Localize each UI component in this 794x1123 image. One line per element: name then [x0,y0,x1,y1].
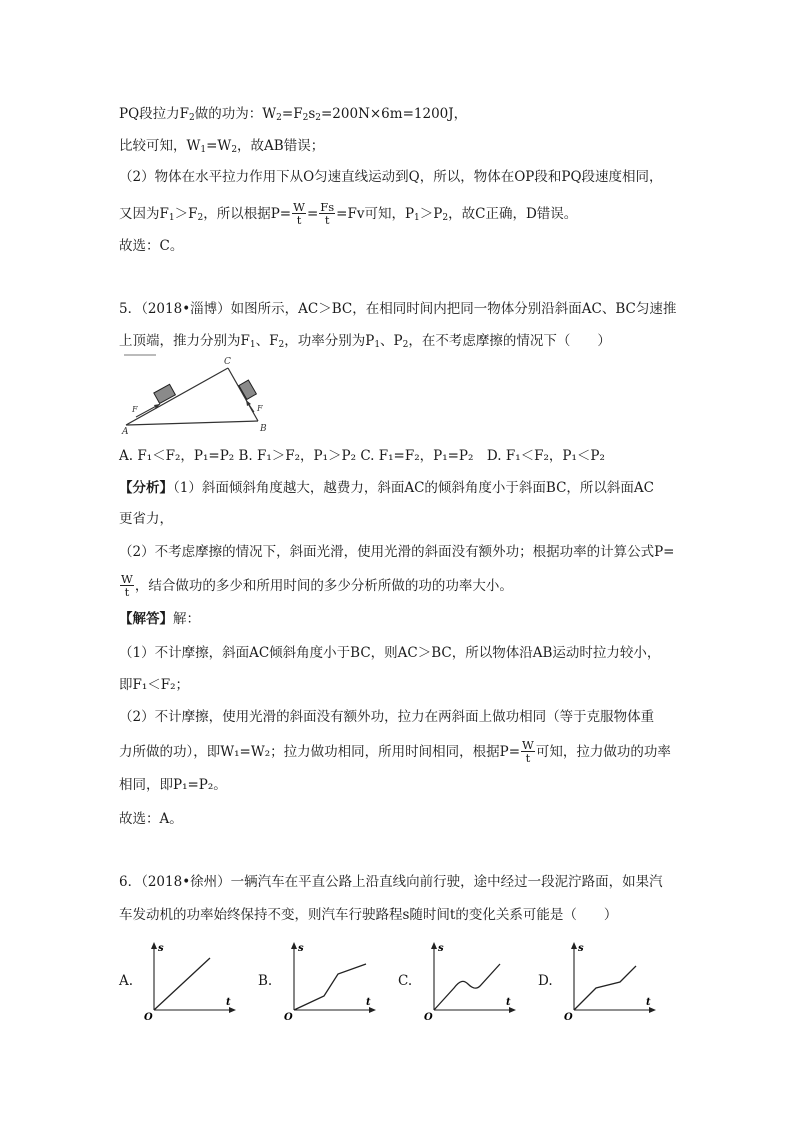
analysis-tag: 【分析】 [119,480,173,496]
text-seg: 解： [173,611,200,627]
sub: 2 [302,113,309,123]
sub: 2 [231,145,238,155]
prev-answer: 故选：C。 [119,238,184,254]
sub: 1 [249,340,256,350]
sub: 2 [402,340,409,350]
label-f1: F [132,405,138,414]
q5-solution-4 [119,740,671,765]
q6-graph-d [560,940,660,1022]
origin-label: O [284,1012,293,1022]
axis-label-s: s [438,943,444,954]
q5-options: A. F₁＜F₂，P₁=P₂ B. F₁＞F₂，P₁＞P₂ C. F₁=F₂，P₁=P₂ D. F₁＜F₂，P₁＜P₂ [119,448,605,464]
sub: 2 [315,113,321,123]
arrow-head-icon [246,400,251,406]
arrow-head-icon [151,942,157,949]
origin-label: O [144,1012,153,1022]
q6-option-b-label: B. [258,973,273,989]
text-seg: 做的功为：W [194,106,277,122]
q5-solution-1: （1）不计摩擦，斜面AC倾斜角度小于BC，则AC＞BC，所以物体沿AB运动时拉力较小， [119,645,661,661]
axis-label-s: s [578,943,584,954]
text-seg: 又因为F [119,206,169,222]
label-b: B [260,424,267,434]
prev-line-2 [119,136,324,156]
s-t-curve [434,964,500,1010]
sub: 2 [278,340,285,350]
text-seg: =200N×6m=1200J， [320,106,468,122]
text-seg: ＞F [174,206,198,222]
q6-stem-line-1: 6．（2018•徐州）一辆汽车在平直公路上沿直线向前行驶，途中经过一段泥泞路面，如果汽 [119,874,663,890]
text-seg: （1）斜面倾斜角度越大，越费力，斜面AC的倾斜角度小于斜面BC，所以斜面AC [173,480,654,496]
text-seg: PQ段拉力F [119,106,190,122]
q6-option-c-label: C. [398,973,413,989]
frac-num: Fs [320,200,335,214]
frac-den: t [296,213,302,227]
sub: 2 [442,213,449,223]
axis-label-s: s [158,943,164,954]
axis-label-t: t [506,997,511,1008]
frac-num: W [293,200,305,214]
q6-graph-c [420,940,520,1022]
label-f2: F [257,404,263,413]
sub: 2 [189,113,195,123]
s-t-curve [154,958,210,1010]
q6-stem-line-2: 车发动机的功率始终保持不变，则汽车行驶路程s随时间t的变化关系可能是（ ） [119,907,618,923]
origin-label: O [424,1012,433,1022]
frac-den: t [324,213,330,227]
q5-solution-3: （2）不计摩擦，使用光滑的斜面没有额外功，拉力在两斜面上做功相同（等于克服物体重 [119,709,655,725]
text-seg: ，所以根据P= [203,206,292,222]
arrow-head-icon [571,942,577,949]
block-on-ac [154,384,176,403]
text-seg: 可知，拉力做功的功率 [535,744,671,760]
sub: 1 [414,213,420,223]
fraction-w-over-t [120,573,134,598]
prev-line-3: （2）物体在水平拉力作用下从O匀速直线运动到Q，所以，物体在OP段和PQ段速度相同， [119,169,663,185]
text-seg: =W [206,138,232,154]
origin-label: O [564,1012,573,1022]
frac-den: t [124,585,130,599]
arrow-head-icon [291,942,297,949]
frac-num: W [522,738,534,752]
q5-analysis-4 [119,574,513,599]
text-seg: =F [281,106,303,122]
q5-solution-5: 相同，即P₁=P₂。 [119,777,227,793]
q6-graph-b [280,940,380,1022]
q6-graph-a [140,940,240,1022]
text-seg: ，功率分别为P [284,333,375,349]
q6-option-d-label: D. [538,973,553,989]
block-on-bc [239,380,257,399]
prev-line-1: PQ段拉力$F_2$做的功为：$W_2=F_2s_2=200N\times 6m=1200J$， [119,106,468,123]
text-seg: 力所做的功），即W₁=W₂；拉力做功相同，所用时间相同，根据P= [119,744,521,760]
frac-den: t [525,751,531,765]
s-t-curve [574,966,636,1010]
solution-tag: 【解答】 [119,611,173,627]
q5-solution-2: 即F₁＜F₂； [119,677,190,693]
axis-label-t: t [366,997,371,1008]
label-a: A [122,427,129,436]
fraction-w-over-t [521,739,535,764]
axis-label-t: t [646,997,651,1008]
frac-num: W [121,572,133,586]
fraction-w-over-t [292,201,306,226]
base-line [126,421,258,425]
sub: 1 [200,145,207,155]
q5-stem-line-1: 5．（2018•淄博）如图所示，AC＞BC，在相同时间内把同一物体分别沿斜面AC、BC匀速推 [119,301,677,317]
incline-figure [118,352,278,436]
text-seg: ＞P [419,206,443,222]
q6-option-a-label: A. [119,973,134,989]
sub: 2 [276,113,282,123]
fraction-fs-over-t [319,201,335,226]
q5-analysis-3: （2）不考虑摩擦的情况下，斜面光滑，使用光滑的斜面没有额外功；根据功率的计算公式P= [119,544,675,560]
arrow-head-icon [431,942,437,949]
text-seg: ，故AB错误； [237,138,325,154]
text-seg: =Fv可知，P [336,206,415,222]
text-seg: 比较可知，W [119,138,201,154]
text-seg: 上顶端，推力分别为F [119,333,250,349]
text-seg: ，在不考虑摩擦的情况下（ ） [408,333,611,349]
incline-ac [126,368,228,425]
label-c: C [224,357,231,367]
sub: 1 [374,340,381,350]
q5-stem-line-2: 上顶端，推力分别为$F_1$、$F_2$，功率分别为$P_1$、$P_2$，在不考虑摩擦的情况下（ ） [119,333,611,350]
q5-solution-head [119,609,200,629]
text-seg: ，结合做功的多少和所用时间的多少分析所做的功的功率大小。 [134,578,513,594]
text-seg: ，故C正确，D错误。 [448,206,578,222]
q5-analysis-1 [119,478,654,498]
q5-answer: 故选：A。 [119,811,183,827]
sub: 1 [168,213,175,223]
axis-label-t: t [226,997,231,1008]
q5-analysis-2: 更省力， [119,511,173,527]
axis-label-s: s [298,943,304,954]
prev-line-4: 又因为$F_1>F_2$，所以根据P= $\frac{W}{t}$ = $\frac{Fs}{t}$ =Fv可知，$P_1>P_2$，故C正确，D错误。 [119,200,578,227]
sub: 2 [197,213,204,223]
s-t-curve [294,964,366,1010]
